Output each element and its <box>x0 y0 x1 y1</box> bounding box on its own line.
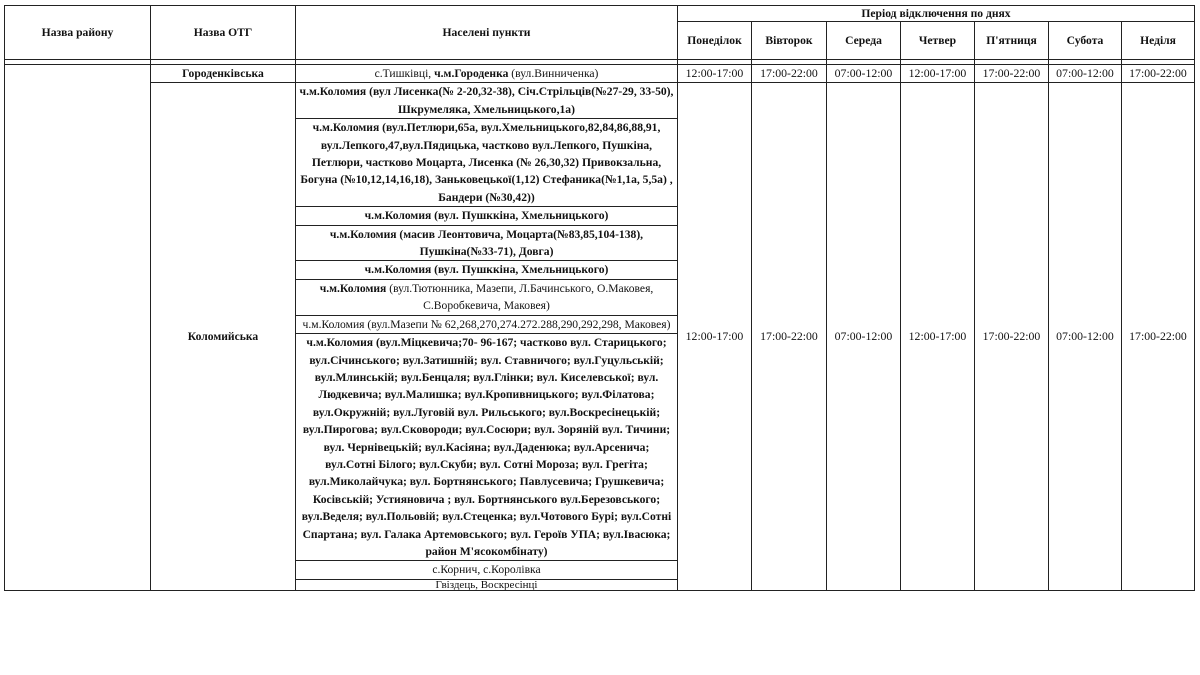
community-cell: Городенківська <box>151 65 296 83</box>
header-day-monday: Понеділок <box>678 22 752 60</box>
settlement-cell <box>296 279 678 315</box>
settlement-text-bold: ч.м.Городенка <box>434 67 509 80</box>
settlement-text: (вул.Винниченка) <box>508 67 599 80</box>
district-cell <box>5 65 151 591</box>
settlement-cell: ч.м.Коломия (вул.Петлюри,65а, вул.Хмельницького,82,84,86,88,91, вул.Лепкого,47,вул.Пядицька, частково вул.Лепкого, Пушкіна, Петлюри, частково Моцарта, Лисенка (№ 26,30,32) Привокзальна, Богуна (№10,12,14,16,18), Заньковецької(1,12) Стефаника(№1,1а, 5,5а) , Бандери (№30,42)) <box>296 119 678 207</box>
header-district: Назва району <box>5 6 151 60</box>
header-day-friday: П'ятниця <box>975 22 1049 60</box>
settlement-text: (вул.Тютюнника, Мазепи, Л.Бачинського, О.Маковея, С.Воробкевича, Маковея) <box>386 281 654 313</box>
time-cell-tuesday: 17:00-22:00 <box>752 65 827 83</box>
header-period: Період відключення по днях <box>678 6 1195 22</box>
header-day-sunday: Неділя <box>1122 22 1195 60</box>
time-cell-saturday: 07:00-12:00 <box>1049 83 1122 590</box>
settlement-cell: Гвіздець, Воскресінці <box>296 579 678 590</box>
time-cell-monday: 12:00-17:00 <box>678 65 752 83</box>
community-cell: Коломийська <box>151 83 296 590</box>
table-row <box>5 65 1195 83</box>
time-cell-tuesday: 17:00-22:00 <box>752 83 827 590</box>
settlement-cell: с.Корнич, с.Королівка <box>296 561 678 579</box>
settlement-cell: ч.м.Коломия (вул.Міцкевича;70- 96-167; частково вул. Старицького; вул.Січинського; вул.Затишній; вул. Ставничого; вул.Гуцульській; вул.Млинській; вул.Бенцаля; вул.Глінки; вул. Киселевської; вул. Людкевича; вул.Малишка; вул.Кропивницького; вул.Філатова; вул.Окружній; вул.Луговій вул. Рильського; вул.Воскресінецькій; вул.Пирогова; вул.Сковороди; вул.Сосюри; вул. Зоряній вул. Тичини; вул. Чернівецькій; вул.Касіяна; вул.Даденюка; вул.Арсенича; вул.Сотні Білого; вул.Скуби; вул. Сотні Мороза; вул. Грегіта; вул.Миколайчука; вул. Бортнянського; Павлусевича; Грушкевича; Косівській; Устияновича ; вул. Бортнянського вул.Березовського; вул.Веделя; вул.Польовій; вул.Стеценка; вул.Чотового Бурі; вул.Сотні Спартана; вул. Галака Артемовського; вул. Героїв УПА; вул.Івасюка; район М'ясокомбінату) <box>296 334 678 561</box>
time-cell-friday: 17:00-22:00 <box>975 83 1049 590</box>
settlement-text: с.Тишківці, <box>374 67 435 80</box>
time-cell-sunday: 17:00-22:00 <box>1122 65 1195 83</box>
time-cell-saturday: 07:00-12:00 <box>1049 65 1122 83</box>
settlement-text-bold: ч.м.Коломия <box>319 281 387 295</box>
header-day-tuesday: Вівторок <box>752 22 827 60</box>
settlement-cell: ч.м.Коломия (вул. Пушккіна, Хмельницького) <box>296 261 678 279</box>
time-cell-friday: 17:00-22:00 <box>975 65 1049 83</box>
header-settlements: Населені пункти <box>296 6 678 60</box>
header-community: Назва ОТГ <box>151 6 296 60</box>
outage-schedule-table <box>4 5 1195 591</box>
time-cell-monday: 12:00-17:00 <box>678 83 752 590</box>
settlement-cell: ч.м.Коломия (вул.Мазепи № 62,268,270,274.272.288,290,292,298, Маковея) <box>296 315 678 333</box>
settlement-cell: ч.м.Коломия (вул. Пушккіна, Хмельницького) <box>296 207 678 225</box>
time-cell-sunday: 17:00-22:00 <box>1122 83 1195 590</box>
settlement-cell <box>296 65 678 83</box>
header-day-saturday: Субота <box>1049 22 1122 60</box>
time-cell-wednesday: 07:00-12:00 <box>827 65 901 83</box>
settlement-cell: ч.м.Коломия (масив Леонтовича, Моцарта(№83,85,104-138), Пушкіна(№33-71), Довга) <box>296 225 678 261</box>
table-row <box>5 83 1195 119</box>
time-cell-wednesday: 07:00-12:00 <box>827 83 901 590</box>
header-day-wednesday: Середа <box>827 22 901 60</box>
settlement-cell: ч.м.Коломия (вул Лисенка(№ 2-20,32-38), Січ.Стрільців(№27-29, 33-50), Шкрумеляка, Хмельницького,1а) <box>296 83 678 119</box>
time-cell-thursday: 12:00-17:00 <box>901 65 975 83</box>
header-day-thursday: Четвер <box>901 22 975 60</box>
time-cell-thursday: 12:00-17:00 <box>901 83 975 590</box>
